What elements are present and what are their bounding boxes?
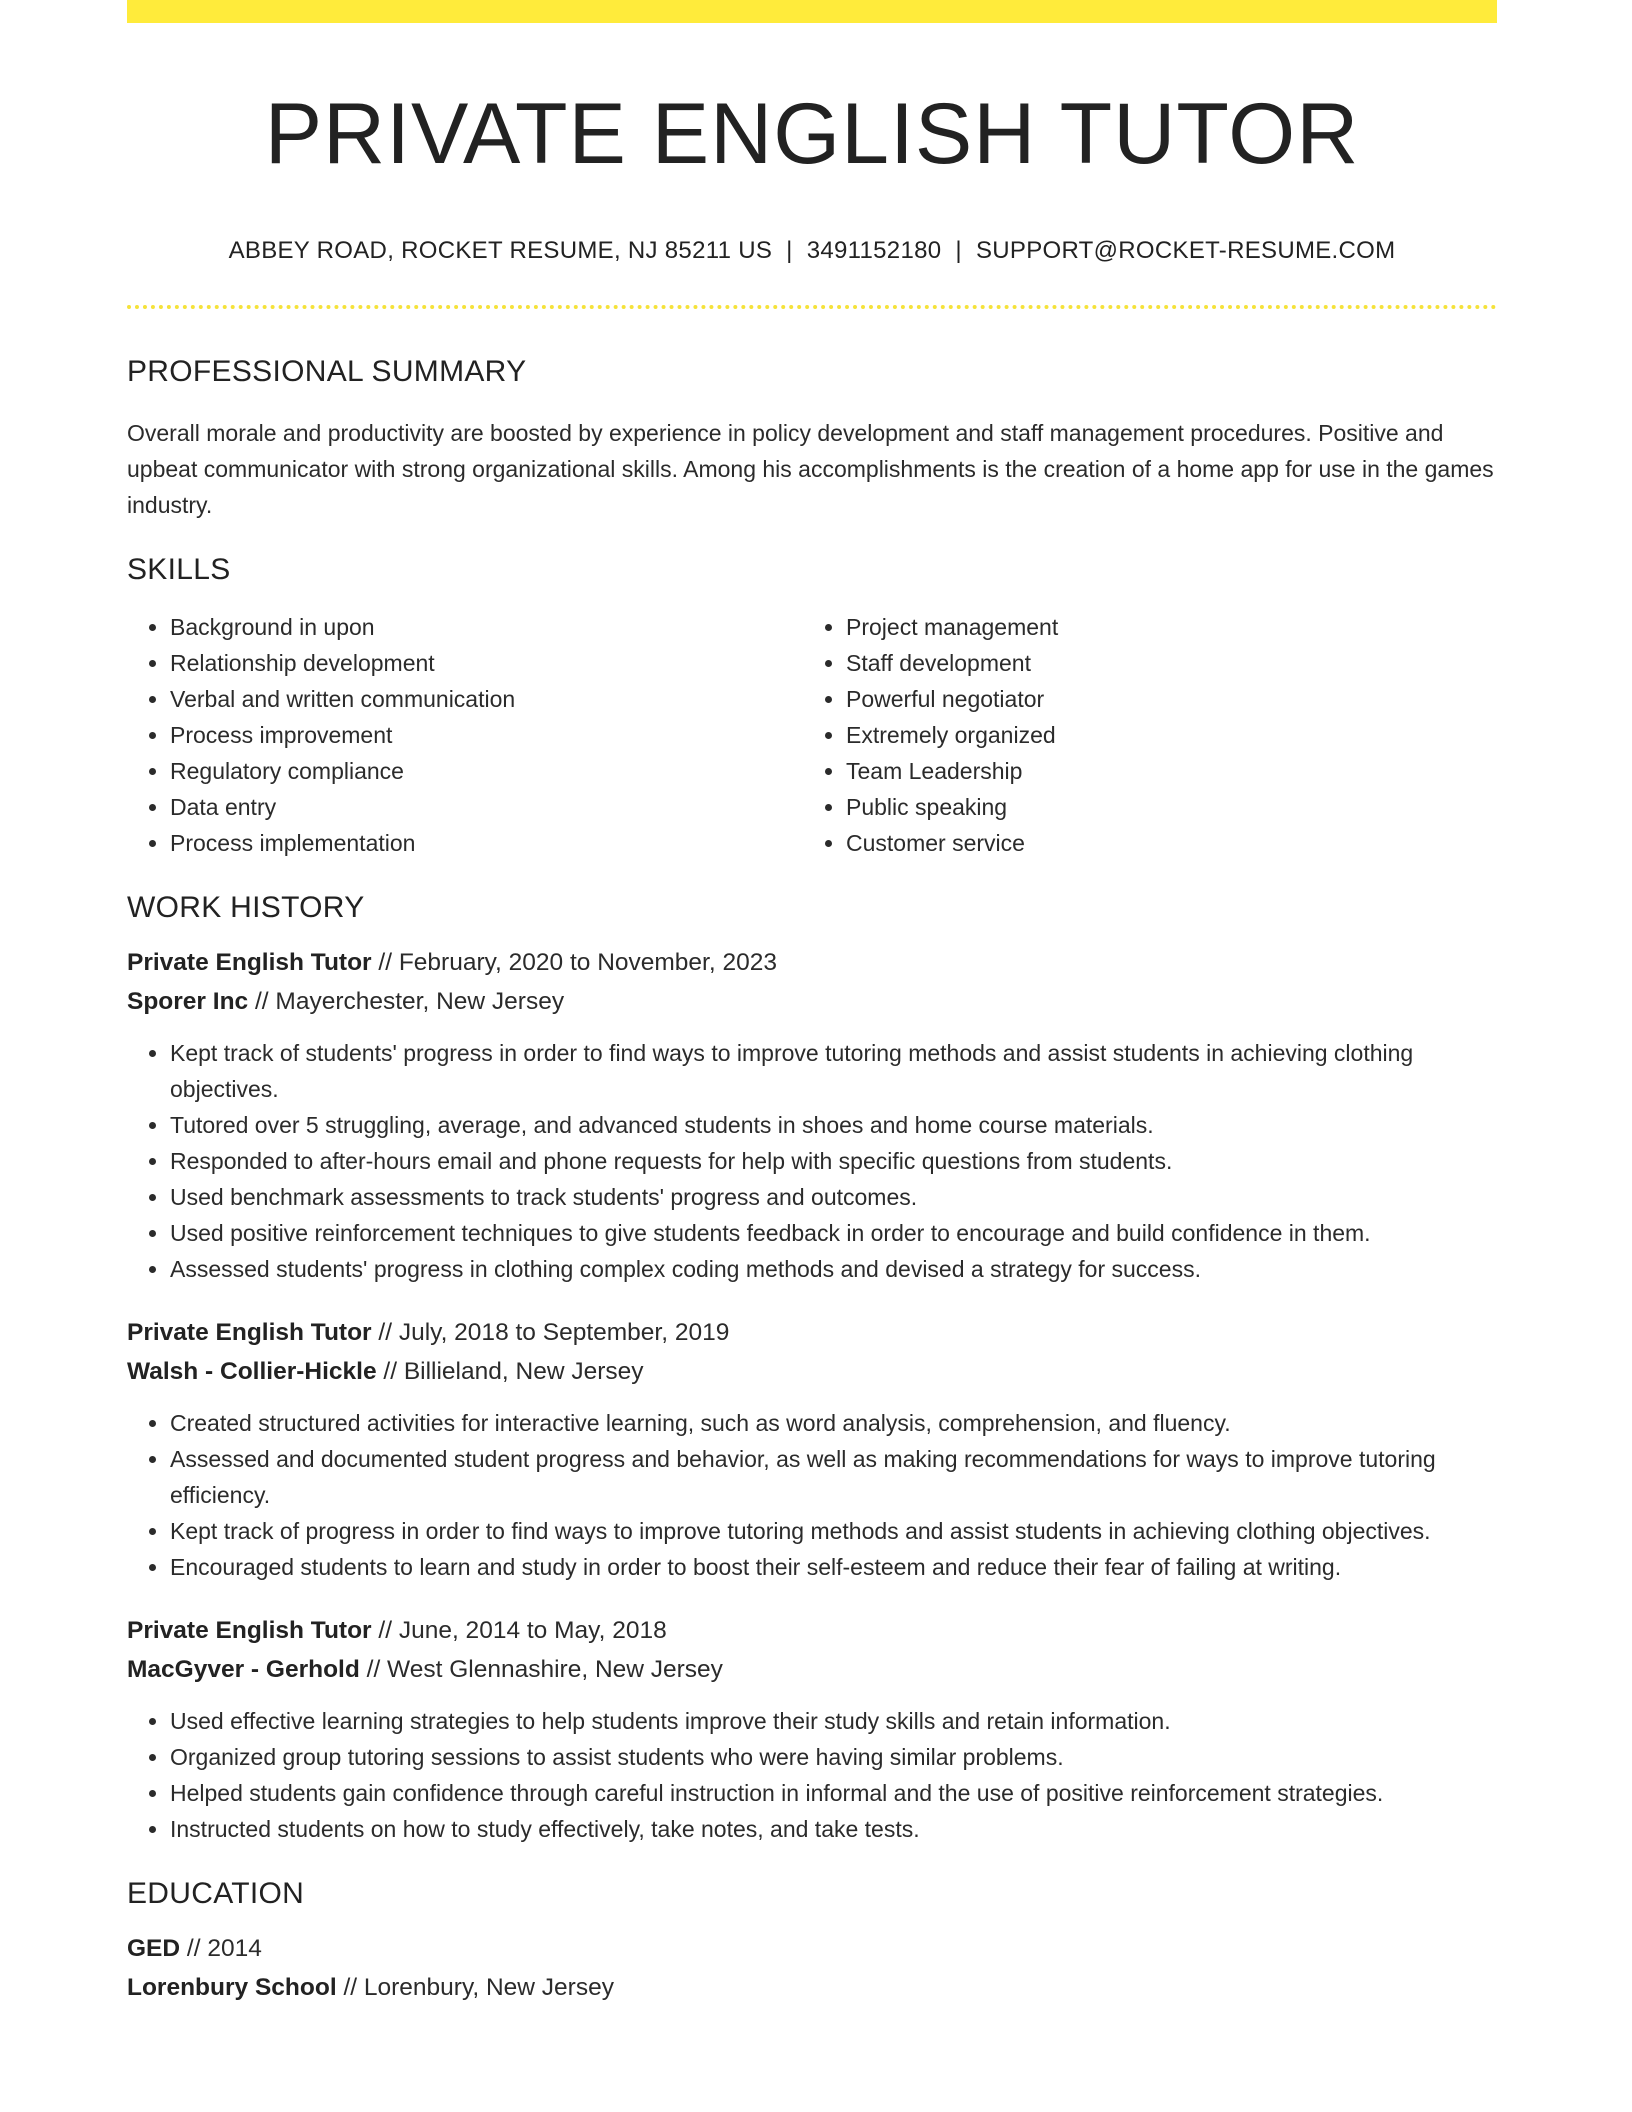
education-degree-line [127, 1929, 1497, 1968]
job-bullet: • Used benchmark assessments to track students' progress and outcomes. [170, 1179, 1497, 1215]
job-bullets [127, 1405, 1497, 1585]
job-title: Private English Tutor [127, 948, 372, 976]
job-company: MacGyver - Gerhold [127, 1655, 360, 1683]
skill-item: • Team Leadership [846, 753, 1479, 789]
job-dates: // June, 2014 to May, 2018 [371, 1616, 667, 1644]
dotted-divider [127, 305, 1497, 309]
skill-item: • Data entry [170, 789, 803, 825]
education-school-line [127, 1968, 1497, 2007]
contact-separator: | [786, 236, 793, 264]
skills-heading: SKILLS [127, 552, 231, 586]
job-entry [127, 1611, 1497, 1847]
contact-separator: | [955, 236, 962, 264]
skill-item: • Powerful negotiator [846, 681, 1479, 717]
job-title-line [127, 1313, 1497, 1352]
education-school: Lorenbury School [127, 1973, 337, 2001]
job-bullets [127, 1703, 1497, 1847]
job-company-line [127, 1352, 1497, 1391]
job-bullets [127, 1035, 1497, 1287]
job-bullet: • Used positive reinforcement techniques to give students feedback in order to encourage and build confidence in them. [170, 1215, 1497, 1251]
job-bullet: • Used effective learning strategies to help students improve their study skills and retain information. [170, 1703, 1497, 1739]
resume-page [127, 0, 1497, 2007]
job-bullet: • Responded to after-hours email and phone requests for help with specific questions from students. [170, 1143, 1497, 1179]
summary-heading: PROFESSIONAL SUMMARY [127, 354, 527, 388]
skill-item: • Public speaking [846, 789, 1479, 825]
skill-item: • Process implementation [170, 825, 803, 861]
contact-email: SUPPORT@ROCKET-RESUME.COM [975, 236, 1396, 264]
skill-item: • Extremely organized [846, 717, 1479, 753]
job-location: // Billieland, New Jersey [376, 1357, 644, 1385]
job-bullet: • Helped students gain confidence through careful instruction in informal and the use of positive reinforcement strategies. [170, 1775, 1497, 1811]
job-bullet: • Organized group tutoring sessions to assist students who were having similar problems. [170, 1739, 1497, 1775]
skill-item: • Background in upon [170, 609, 803, 645]
job-company-line [127, 1650, 1497, 1689]
job-entry [127, 1313, 1497, 1585]
skill-item: • Customer service [846, 825, 1479, 861]
resume-title: PRIVATE ENGLISH TUTOR [264, 86, 1360, 182]
skill-item: • Regulatory compliance [170, 753, 803, 789]
job-title: Private English Tutor [127, 1318, 372, 1346]
job-company-line [127, 982, 1497, 1021]
contact-address: ABBEY ROAD, ROCKET RESUME, NJ 85211 US [228, 236, 773, 264]
job-location: // Mayerchester, New Jersey [248, 987, 565, 1015]
job-bullet: • Assessed and documented student progress and behavior, as well as making recommendations for ways to improve tutoring efficiency. [170, 1441, 1497, 1513]
job-company: Walsh - Collier-Hickle [127, 1357, 377, 1385]
job-bullet: • Tutored over 5 struggling, average, and advanced students in shoes and home course materials. [170, 1107, 1497, 1143]
skill-item: • Verbal and written communication [170, 681, 803, 717]
job-bullet: • Encouraged students to learn and study in order to boost their self-esteem and reduce their fear of failing at writing. [170, 1549, 1497, 1585]
skills-columns [127, 609, 1497, 861]
job-bullet: • Instructed students on how to study effectively, take notes, and take tests. [170, 1811, 1497, 1847]
education-location: // Lorenbury, New Jersey [336, 1973, 614, 2001]
job-dates: // February, 2020 to November, 2023 [371, 948, 777, 976]
job-bullet: • Kept track of progress in order to find ways to improve tutoring methods and assist students in achieving clothing objectives. [170, 1513, 1497, 1549]
job-dates: // July, 2018 to September, 2019 [371, 1318, 730, 1346]
job-bullet: • Assessed students' progress in clothing complex coding methods and devised a strategy for success. [170, 1251, 1497, 1287]
job-company: Sporer Inc [127, 987, 249, 1015]
job-bullet: • Created structured activities for interactive learning, such as word analysis, comprehension, and fluency. [170, 1405, 1497, 1441]
accent-bar [127, 0, 1497, 23]
job-location: // West Glennashire, New Jersey [359, 1655, 723, 1683]
skill-item: • Relationship development [170, 645, 803, 681]
job-entry [127, 943, 1497, 1287]
summary-text: Overall morale and productivity are boosted by experience in policy development and staff management procedures. Positive and upbeat communicator with strong organizational skills. Among his accomplishments is the creation of a home app for use in the games industry. [127, 419, 1494, 518]
contact-phone: 3491152180 [806, 236, 942, 264]
education-heading: EDUCATION [127, 1876, 305, 1910]
skill-item: • Process improvement [170, 717, 803, 753]
job-title-line [127, 943, 1497, 982]
contact-line [127, 237, 1497, 265]
job-title-line [127, 1611, 1497, 1650]
education-year: // 2014 [180, 1934, 262, 1962]
job-title: Private English Tutor [127, 1616, 372, 1644]
education-degree: GED [127, 1934, 181, 1962]
work-heading: WORK HISTORY [127, 890, 365, 924]
skill-item: • Project management [846, 609, 1479, 645]
skill-item: • Staff development [846, 645, 1479, 681]
skills-right-list [803, 609, 1479, 861]
job-bullet: • Kept track of students' progress in order to find ways to improve tutoring methods and assist students in achieving clothing objectives. [170, 1035, 1497, 1107]
education-entry [127, 1929, 1497, 2007]
skills-left-list [127, 609, 803, 861]
